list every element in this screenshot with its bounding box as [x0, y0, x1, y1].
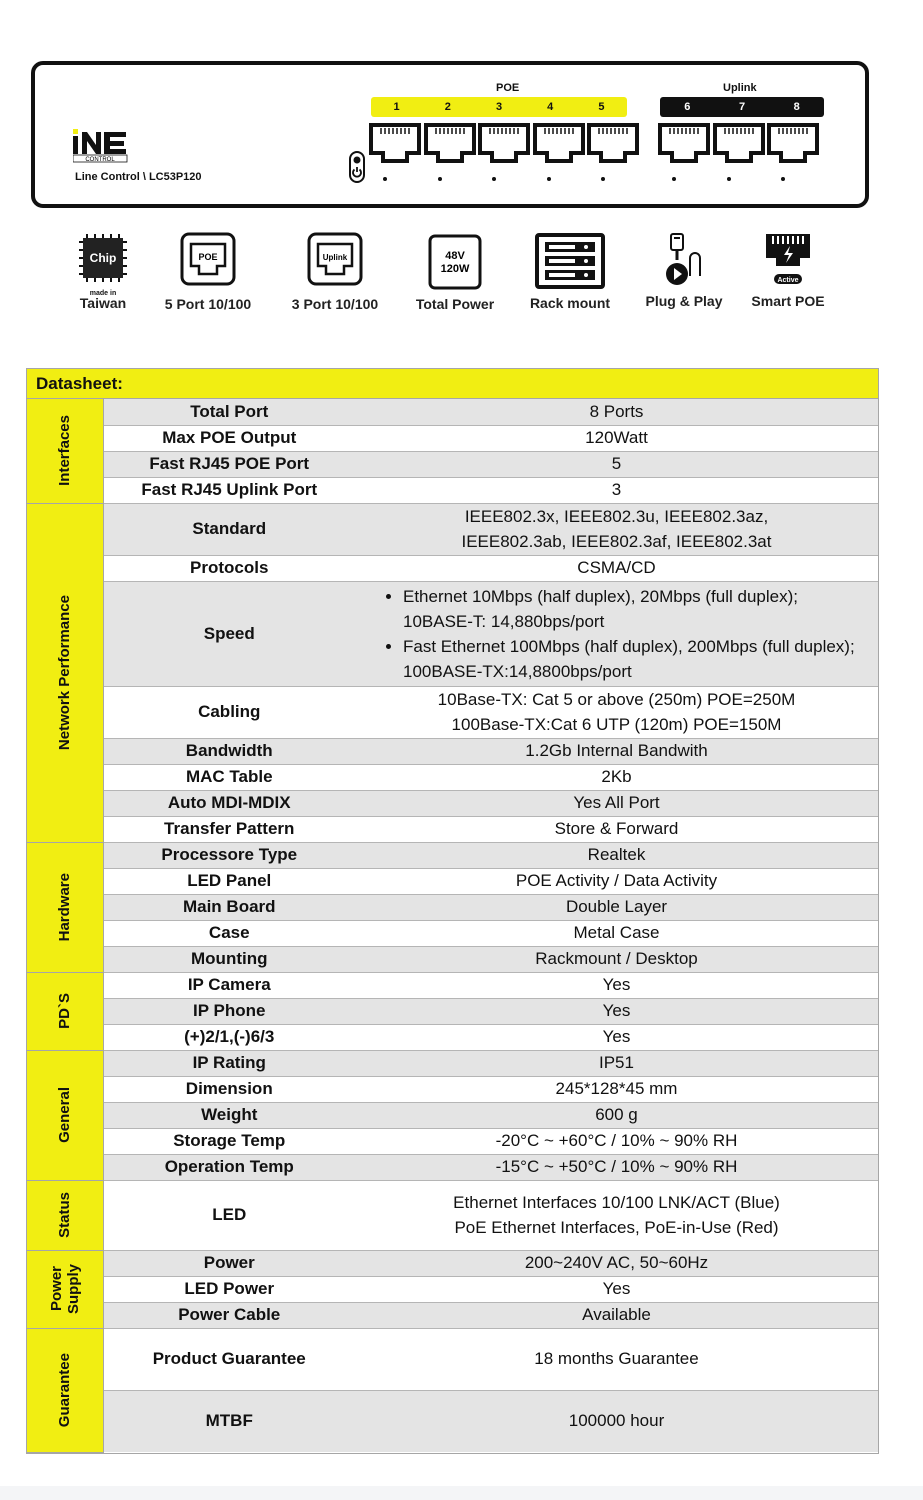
- uplink-ports: [658, 123, 822, 167]
- rj45-port-icon: [767, 123, 819, 167]
- list-item: • Fast Ethernet 100Mbps (half duplex), 200Mbps (full duplex); 100BASE-TX:14,8800bps/port: [403, 634, 868, 684]
- rj45-port-icon: [533, 123, 585, 167]
- table-row: [27, 1390, 878, 1452]
- spec-name: Protocols: [103, 555, 355, 581]
- table-row: [27, 1180, 878, 1250]
- power-icon-voltage: 48V: [445, 250, 465, 262]
- table-row: [27, 425, 878, 451]
- spec-value: [355, 1180, 878, 1250]
- table-row: [27, 816, 878, 842]
- spec-value: 100000 hour: [355, 1390, 878, 1452]
- category-status: [27, 1180, 103, 1250]
- spec-name: Main Board: [103, 894, 355, 920]
- table-row: [27, 555, 878, 581]
- feature-smart-poe: [746, 232, 830, 309]
- spec-name: MAC Table: [103, 764, 355, 790]
- table-row: [27, 1076, 878, 1102]
- table-row: [27, 1250, 878, 1276]
- spec-name: Cabling: [103, 686, 355, 738]
- table-row: [27, 581, 878, 686]
- spec-value: IP51: [355, 1050, 878, 1076]
- category-label: Status: [56, 1192, 74, 1238]
- spec-value: -20°C ~ +60°C / 10% ~ 90% RH: [355, 1128, 878, 1154]
- spec-name: Processore Type: [103, 842, 355, 868]
- category-network-performance: [27, 503, 103, 842]
- category-label: PD`S: [56, 993, 74, 1029]
- plug-play-icon: [664, 232, 704, 288]
- port-led-icon: [672, 177, 676, 181]
- spec-value: [355, 503, 878, 555]
- spec-value: Yes: [355, 1276, 878, 1302]
- spec-name: IP Camera: [103, 972, 355, 998]
- port-number: 7: [738, 101, 746, 113]
- rj45-port-icon: [424, 123, 476, 167]
- port-led-icon: [781, 177, 785, 181]
- table-row: [27, 399, 878, 425]
- uplink-group-label: Uplink: [723, 82, 757, 94]
- spec-value: [355, 581, 878, 686]
- feature-caption: Total Power: [415, 296, 495, 312]
- spec-name: Total Port: [103, 399, 355, 425]
- feature-chip: [74, 232, 132, 311]
- spec-value: 600 g: [355, 1102, 878, 1128]
- port-number: 1: [393, 101, 400, 113]
- chip-icon-label: Chip: [89, 251, 117, 265]
- feature-caption: 3 Port 10/100: [291, 296, 379, 312]
- spec-name: Mounting: [103, 946, 355, 972]
- port-number: 2: [444, 101, 451, 113]
- port-number: 4: [547, 101, 554, 113]
- table-row: [27, 1102, 878, 1128]
- list-item: • Ethernet 10Mbps (half duplex), 20Mbps (full duplex); 10BASE-T: 14,880bps/port: [403, 584, 868, 634]
- spec-name: LED Panel: [103, 868, 355, 894]
- spec-value: CSMA/CD: [355, 555, 878, 581]
- table-row: [27, 738, 878, 764]
- spec-value: Yes: [355, 1024, 878, 1050]
- spec-value: 3: [355, 477, 878, 503]
- feature-total-power: [409, 232, 501, 312]
- active-badge-text: Active: [777, 277, 799, 284]
- spec-name: Operation Temp: [103, 1154, 355, 1180]
- value-line: IEEE802.3x, IEEE802.3u, IEEE802.3az,: [464, 507, 769, 526]
- spec-value: [355, 686, 878, 738]
- spec-name: Auto MDI-MDIX: [103, 790, 355, 816]
- port-number: 5: [598, 101, 605, 113]
- spec-name: Weight: [103, 1102, 355, 1128]
- feature-caption: 5 Port 10/100: [164, 296, 252, 312]
- port-led-icon: [601, 177, 605, 181]
- feature-rack-mount: [522, 232, 618, 311]
- poe-group-label: POE: [496, 82, 520, 94]
- rack-mount-icon: [534, 232, 606, 290]
- spec-value: 2Kb: [355, 764, 878, 790]
- datasheet-title: Datasheet:: [27, 369, 878, 399]
- category-label: Interfaces: [56, 415, 74, 487]
- rj45-port-icon: [658, 123, 710, 167]
- spec-name: IP Phone: [103, 998, 355, 1024]
- table-row: [27, 764, 878, 790]
- spec-value: Metal Case: [355, 920, 878, 946]
- spec-value: 5: [355, 451, 878, 477]
- port-led-icon: [547, 177, 551, 181]
- spec-value: -15°C ~ +50°C / 10% ~ 90% RH: [355, 1154, 878, 1180]
- spec-value: 18 months Guarantee: [355, 1328, 878, 1390]
- brand-logo: [73, 129, 129, 163]
- category-label: General: [56, 1087, 74, 1143]
- uplink-port-icon: [307, 232, 363, 288]
- port-led-icon: [438, 177, 442, 181]
- category-pds: [27, 972, 103, 1050]
- brand-logo-subtext: CONTROL: [85, 157, 115, 163]
- spec-name: LED Power: [103, 1276, 355, 1302]
- spec-value: 8 Ports: [355, 399, 878, 425]
- category-interfaces: [27, 399, 103, 503]
- category-power-supply: [27, 1250, 103, 1328]
- category-label: Network Performance: [56, 594, 74, 751]
- spec-name: Dimension: [103, 1076, 355, 1102]
- spec-name: Product Guarantee: [103, 1328, 355, 1390]
- spec-value: Yes: [355, 972, 878, 998]
- feature-poe-ports: [158, 232, 258, 312]
- power-button-icon: [349, 151, 365, 188]
- rj45-port-icon: [478, 123, 530, 167]
- value-line: 10Base-TX: Cat 5 or above (250m) POE=250M: [437, 690, 796, 709]
- table-row: [27, 477, 878, 503]
- spec-name: Transfer Pattern: [103, 816, 355, 842]
- table-row: [27, 1024, 878, 1050]
- spec-value: 245*128*45 mm: [355, 1076, 878, 1102]
- spec-value: Double Layer: [355, 894, 878, 920]
- spec-name: Case: [103, 920, 355, 946]
- speed-list: [355, 582, 878, 686]
- category-guarantee: [27, 1328, 103, 1452]
- uplink-icon-text: Uplink: [322, 253, 348, 262]
- spec-name: Bandwidth: [103, 738, 355, 764]
- table-row: [27, 503, 878, 555]
- table-row: [27, 1128, 878, 1154]
- rj45-port-icon: [369, 123, 421, 167]
- page-bottom-bar: [0, 1486, 923, 1500]
- table-row: [27, 946, 878, 972]
- table-row: [27, 1154, 878, 1180]
- spec-name: Speed: [103, 581, 355, 686]
- spec-value: 200~240V AC, 50~60Hz: [355, 1250, 878, 1276]
- table-row: [27, 1050, 878, 1076]
- port-number: 8: [793, 101, 800, 113]
- chip-icon: [77, 232, 129, 284]
- smart-poe-icon: [764, 232, 812, 288]
- spec-value: Yes: [355, 998, 878, 1024]
- table-row: [27, 686, 878, 738]
- rj45-port-icon: [713, 123, 765, 167]
- table-row: [27, 868, 878, 894]
- feature-caption: Rack mount: [529, 295, 611, 311]
- table-row: [27, 1276, 878, 1302]
- spec-value: Realtek: [355, 842, 878, 868]
- table-row: [27, 894, 878, 920]
- value-line: 100Base-TX:Cat 6 UTP (120m) POE=150M: [451, 715, 782, 734]
- power-icon-watts: 120W: [440, 263, 470, 275]
- spec-name: Standard: [103, 503, 355, 555]
- spec-value: 1.2Gb Internal Bandwith: [355, 738, 878, 764]
- poe-icon-text: POE: [198, 252, 218, 262]
- port-led-icon: [383, 177, 387, 181]
- table-row: [27, 920, 878, 946]
- rj45-port-icon: [587, 123, 639, 167]
- spec-value: Rackmount / Desktop: [355, 946, 878, 972]
- table-row: [27, 790, 878, 816]
- feature-plug-play: [638, 232, 730, 309]
- feature-uplink-ports: [285, 232, 385, 312]
- model-label: Line Control \ LC53P120: [75, 171, 202, 183]
- feature-caption: Plug & Play: [645, 293, 723, 309]
- value-line: IEEE802.3ab, IEEE802.3af, IEEE802.3at: [461, 532, 772, 551]
- spec-value: Store & Forward: [355, 816, 878, 842]
- table-row: [27, 1302, 878, 1328]
- total-power-icon: [428, 232, 482, 290]
- spec-value: Yes All Port: [355, 790, 878, 816]
- poe-ports: [369, 123, 642, 167]
- value-line: PoE Ethernet Interfaces, PoE-in-Use (Red): [454, 1218, 779, 1237]
- datasheet-table: [26, 368, 879, 1454]
- spec-name: Storage Temp: [103, 1128, 355, 1154]
- feature-caption: Smart POE: [751, 293, 825, 309]
- spec-name: IP Rating: [103, 1050, 355, 1076]
- switch-front-panel: [31, 61, 869, 208]
- category-general: [27, 1050, 103, 1180]
- spec-value: POE Activity / Data Activity: [355, 868, 878, 894]
- category-label: Guarantee: [56, 1352, 74, 1428]
- table-row: [27, 972, 878, 998]
- feature-caption: Taiwan: [79, 295, 127, 311]
- table-row: [27, 1328, 878, 1390]
- uplink-port-numbers: [660, 97, 824, 117]
- spec-name: Fast RJ45 POE Port: [103, 451, 355, 477]
- spec-name: (+)2/1,(-)6/3: [103, 1024, 355, 1050]
- table-row: [27, 842, 878, 868]
- category-label: Hardware: [56, 872, 74, 942]
- port-led-icon: [492, 177, 496, 181]
- spec-value: Available: [355, 1302, 878, 1328]
- poe-port-numbers: [371, 97, 627, 117]
- category-label: [48, 1264, 82, 1314]
- port-number: 3: [495, 101, 503, 113]
- spec-name: MTBF: [103, 1390, 355, 1452]
- category-label-line: Supply: [64, 1263, 82, 1314]
- port-led-icon: [727, 177, 731, 181]
- value-line: Ethernet Interfaces 10/100 LNK/ACT (Blue): [453, 1193, 780, 1212]
- port-number: 6: [684, 101, 691, 113]
- spec-value: 120Watt: [355, 425, 878, 451]
- spec-table: [27, 399, 878, 1453]
- spec-name: Power Cable: [103, 1302, 355, 1328]
- category-label-line: Power: [47, 1266, 65, 1312]
- poe-port-icon: [180, 232, 236, 288]
- category-hardware: [27, 842, 103, 972]
- spec-name: Fast RJ45 Uplink Port: [103, 477, 355, 503]
- table-row: [27, 451, 878, 477]
- made-in-label: made in: [89, 290, 117, 297]
- table-row: [27, 998, 878, 1024]
- spec-name: Max POE Output: [103, 425, 355, 451]
- spec-name: LED: [103, 1180, 355, 1250]
- spec-name: Power: [103, 1250, 355, 1276]
